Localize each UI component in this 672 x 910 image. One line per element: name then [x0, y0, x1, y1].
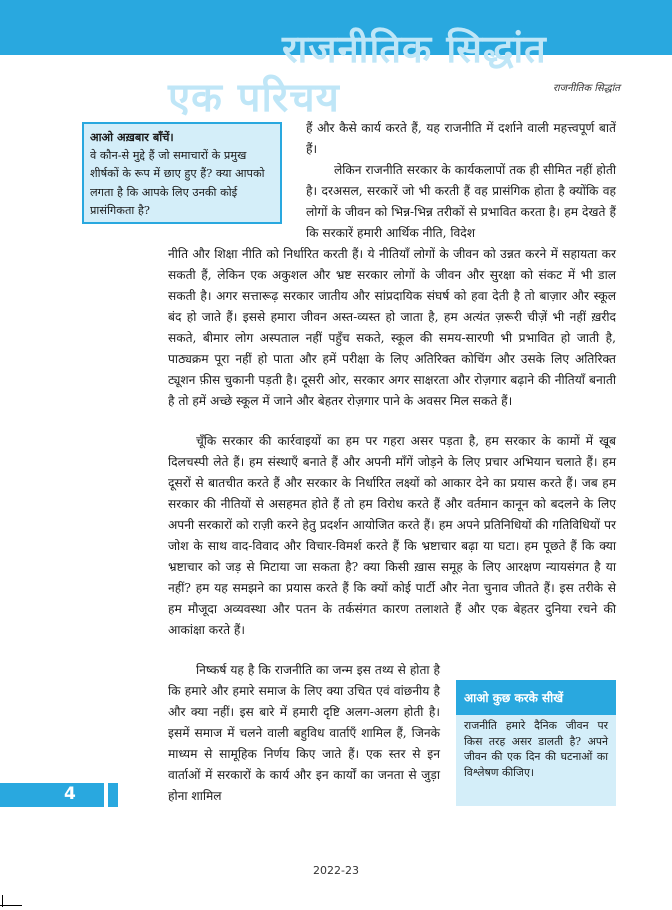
learn-by-doing-box — [456, 680, 616, 806]
crop-mark — [0, 905, 22, 906]
paragraph-conclusion: निष्कर्ष यह है कि राजनीति का जन्म इस तथ्य से होता है कि हमारे और हमारे समाज के लिए क्या उचित एवं वांछनीय है और क्या नहीं। इस बारे में हमारी दृष्टि अलग-अलग होती है। इसमें समाज में चलने वाली बहुविध वार्ताएँ शामिल हैं, जिनके माध्यम से सामूहिक निर्णय किए जाते हैं। एक स्तर से इन वार्ताओं में सरकारों के कार्य और इन कार्यों का जनता से जुड़ा होना शामिल — [168, 663, 440, 803]
page-number-band — [0, 783, 118, 807]
running-head: राजनीतिक सिद्धांत — [552, 83, 620, 94]
footer-year: 2022-23 — [313, 864, 359, 877]
chapter-title-line1: राजनीतिक सिद्धांत — [282, 27, 547, 71]
chapter-title-line2: एक परिचय — [168, 75, 340, 121]
paragraph-politics-government-rest: नीति और शिक्षा नीति को निर्धारित करती हैं। ये नीतियाँ लोगों के जीवन को उन्नत करने में सहायता कर सकती हैं, लेकिन एक अकुशल और भ्रष्ट सरकार लोगों के जीवन और सुरक्षा को संकट में भी डाल सकती है। अगर सत्तारूढ़ सरकार जातीय और सांप्रदायिक संघर्ष को हवा देती है तो बाज़ार और स्कूल बंद हो जाते हैं। इससे हमारा जीवन अस्त-व्यस्त हो जाता है, हम अत्यंत ज़रूरी चीज़ें भी नहीं ख़रीद सकते, बीमार लोग अस्पताल नहीं पहुँच सकते, स्कूल की समय-सारणी भी प्रभावित हो जाती है, पाठ्यक्रम पूरा नहीं हो पाता और हमें परीक्षा के लिए अतिरिक्त कोचिंग और उसके लिए अतिरिक्त ट्यूशन फ़ीस चुकानी पड़ती है। दूसरी ओर, सरकार अगर साक्षरता और रोज़गार बढ़ाने की नीतियाँ बनाती है तो हमें अच्छे स्कूल में जाने और बेहतर रोज़गार पाने के अवसर मिल सकते हैं। — [168, 247, 616, 408]
page-number: 4 — [64, 784, 76, 804]
crop-mark-vertical — [2, 895, 3, 907]
newspaper-activity-box — [82, 122, 282, 224]
page-number-notch — [104, 783, 108, 807]
learn-by-doing-heading: आओ कुछ करके सीखें — [456, 680, 616, 715]
learn-by-doing-body: राजनीति हमारे दैनिक जीवन पर किस तरह असर डालती है? अपने जीवन की एक दिन की घटनाओं का विश्लेषण कीजिए। — [464, 719, 608, 779]
newspaper-box-body: वे कौन-से मुद्दे हैं जो समाचारों के प्रमुख शीर्षकों के रूप में छाए हुए हैं? क्या आपको लगता है कि आपके लिए उनकी कोई प्रासंगिकता है? — [90, 148, 265, 217]
paragraph-government-actions: चूँकि सरकार की कार्रवाइयों का हम पर गहरा असर पड़ता है, हम सरकार के कामों में खूब दिलचस्पी लेते हैं। हम संस्थाएँ बनाते हैं और अपनी माँगें जोड़ने के लिए प्रचार अभियान चलाते हैं। हम दूसरों से बातचीत करते हैं और सरकार के निर्धारित लक्ष्यों को आकार देने का प्रयास करते हैं। जब हम सरकार की नीतियों से असहमत होते हैं तो हम विरोध करते हैं और वर्तमान कानून को बदलने के लिए अपनी सरकारों को राज़ी करने हेतु प्रदर्शन आयोजित करते हैं। हम अपने प्रतिनिधियों की गतिविधियों पर जोश के साथ वाद-विवाद और विचार-विमर्श करते हैं कि भ्रष्टाचार बढ़ा या घटा। हम पूछते हैं कि क्या भ्रष्टाचार को जड़ से मिटाया जा सकता है? क्या किसी ख़ास समूह के लिए आरक्षण न्यायसंगत है या नहीं? हम यह समझने का प्रयास करते हैं कि क्यों कोई पार्टी और नेता चुनाव जीतते हैं। इस तरीके से हम मौजूदा अव्यवस्था और पतन के तर्कसंगत कारण तलाशते हैं और एक बेहतर दुनिया रचने की आकांक्षा करते हैं। — [168, 434, 616, 637]
newspaper-box-heading: आओ अख़बार बाँचें। — [90, 130, 174, 144]
paragraph-continued: हैं और कैसे कार्य करते हैं, यह राजनीति में दर्शाने वाली महत्त्वपूर्ण बातें हैं। — [306, 121, 616, 156]
paragraph-politics-government-top: लेकिन राजनीति सरकार के कार्यकलापों तक ही सीमित नहीं होती है। दरअसल, सरकारें जो भी करती हैं वह प्रासंगिक होता है क्योंकि वह लोगों के जीवन को भिन्न-भिन्न तरीकों से प्रभावित करता है। हम देखते हैं कि सरकारें हमारी आर्थिक नीति, विदेश — [306, 163, 616, 240]
